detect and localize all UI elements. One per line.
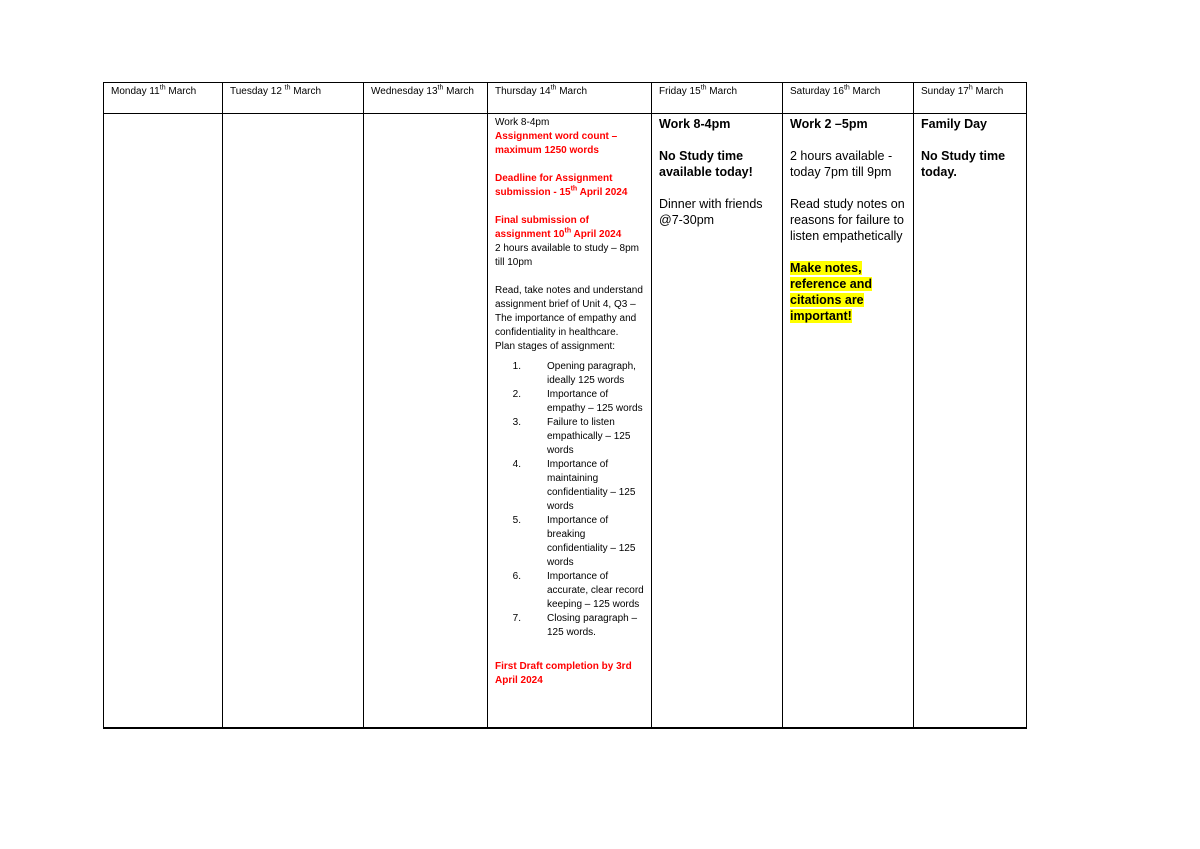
stage-item: 6. Importance of accurate, clear record keeping – 125 words [512, 571, 644, 610]
header-saturday: Saturday 16th March [783, 83, 914, 114]
thursday-final-submission: Final submission of assignment 10th April 2024 [495, 215, 622, 240]
header-thursday: Thursday 14th March [488, 83, 652, 114]
thursday-first-draft: First Draft completion by 3rd April 2024 [495, 661, 632, 686]
thursday-work: Work 8-4pm [495, 117, 550, 128]
cell-wednesday [364, 114, 488, 729]
cell-saturday [783, 114, 914, 729]
cell-thursday [488, 114, 652, 729]
header-monday: Monday 11th March [104, 83, 223, 114]
sunday-no-study: No Study time today. [921, 149, 1006, 179]
cell-monday [104, 114, 223, 729]
friday-work: Work 8-4pm [659, 117, 731, 131]
saturday-read: Read study notes on reasons for failure to listen empathetically [790, 197, 905, 243]
thursday-deadline: Deadline for Assignment submission - 15th April 2024 [495, 173, 628, 198]
saturday-work: Work 2 –5pm [790, 117, 868, 131]
cell-friday [652, 114, 783, 729]
stage-item: 4. Importance of maintaining confidentiality – 125 words [512, 459, 636, 512]
header-wednesday: Wednesday 13th March [364, 83, 488, 114]
thursday-word-count: Assignment word count – maximum 1250 words [495, 131, 618, 156]
saturday-note: Make notes, reference and citations are important! [790, 261, 872, 323]
stage-item: 7. Closing paragraph – 125 words. [512, 613, 638, 638]
weekly-planner-table [103, 82, 1027, 729]
thursday-hours: 2 hours available to study – 8pm till 10pm [495, 243, 639, 268]
stage-item: 1. Opening paragraph, ideally 125 words [512, 361, 636, 386]
sunday-family: Family Day [921, 117, 988, 131]
thursday-read-notes: Read, take notes and understand assignment brief of Unit 4, Q3 – The importance of empathy and confidentiality in healthcare. [495, 285, 643, 338]
assignment-stages-list [495, 360, 645, 640]
content-row [104, 114, 1027, 729]
saturday-hours: 2 hours available - today 7pm till 9pm [790, 149, 893, 179]
header-row [104, 83, 1027, 114]
thursday-plan: Plan stages of assignment: [495, 341, 616, 352]
header-sunday: Sunday 17$^h$ March [914, 83, 1027, 114]
stage-item: 3. Failure to listen empathically – 125 words [512, 417, 631, 456]
header-tuesday: Tuesday 12 $^{th}$ March [223, 83, 364, 114]
cell-sunday [914, 114, 1027, 729]
stage-item: 5. Importance of breaking confidentiality – 125 words [512, 515, 636, 568]
friday-dinner: Dinner with friends @7-30pm [659, 197, 763, 227]
header-friday: Friday 15th March [652, 83, 783, 114]
stage-item: 2. Importance of empathy – 125 words [512, 389, 643, 414]
cell-tuesday [223, 114, 364, 729]
friday-no-study: No Study time available today! [659, 149, 753, 179]
